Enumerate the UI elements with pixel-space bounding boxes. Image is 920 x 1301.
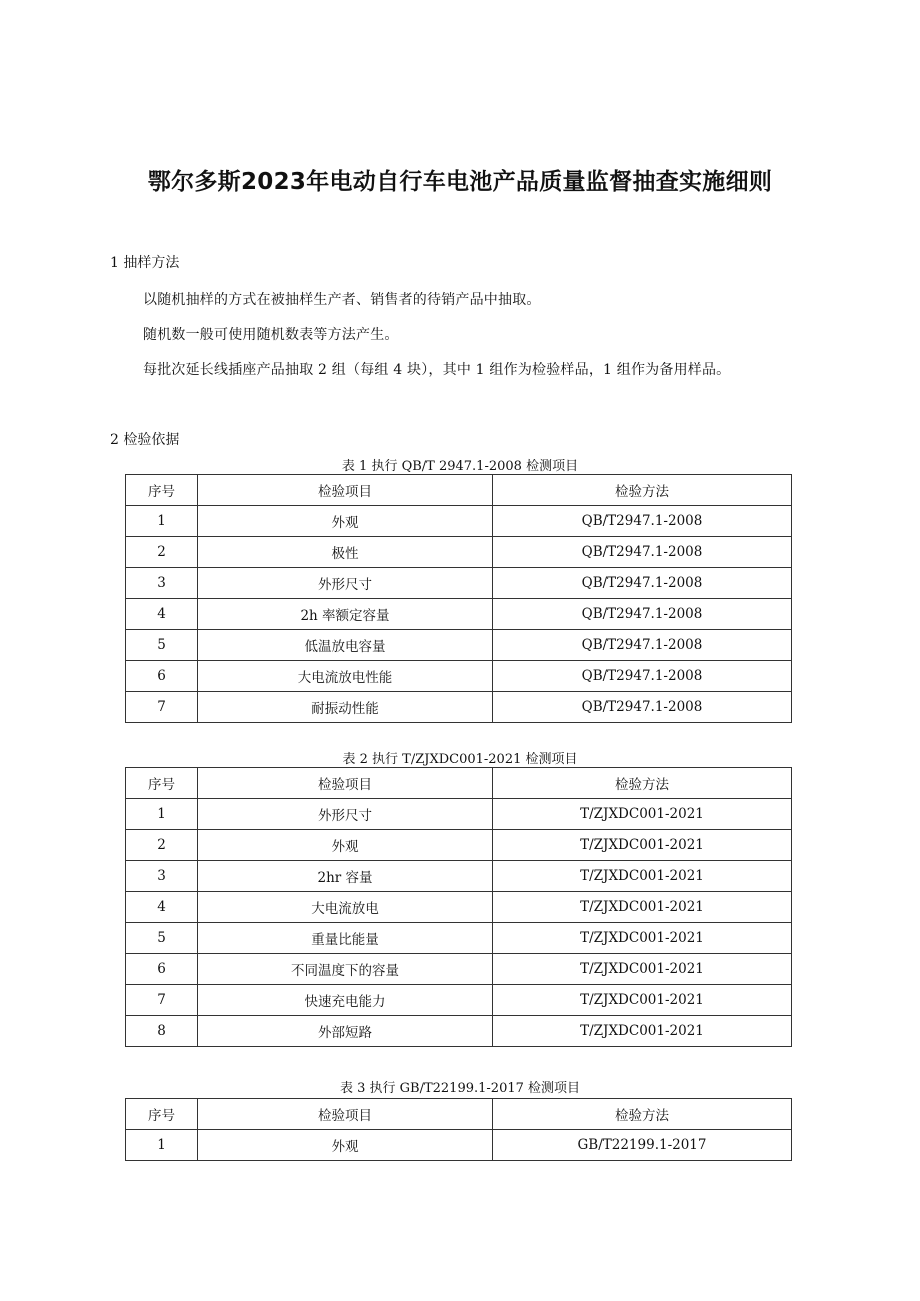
- cell-item: 外形尺寸: [198, 568, 493, 599]
- cell-item: 2h 率额定容量: [198, 599, 493, 630]
- cell-item: 外部短路: [198, 1016, 493, 1047]
- cell-method: T/ZJXDC001-2021: [493, 954, 792, 985]
- header-item: 检验项目: [198, 1099, 493, 1130]
- cell-no: 3: [126, 568, 198, 599]
- cell-item: 低温放电容量: [198, 630, 493, 661]
- cell-method: QB/T2947.1-2008: [493, 630, 792, 661]
- table-header-row: [126, 1099, 792, 1130]
- header-no: 序号: [126, 768, 198, 799]
- cell-item: 重量比能量: [198, 923, 493, 954]
- table-row: [126, 537, 792, 568]
- cell-method: T/ZJXDC001-2021: [493, 892, 792, 923]
- table-row: [126, 506, 792, 537]
- cell-method: T/ZJXDC001-2021: [493, 861, 792, 892]
- table-caption: 表 3 执行 GB/T22199.1-2017 检测项目: [339, 1081, 581, 1096]
- cell-method: T/ZJXDC001-2021: [493, 830, 792, 861]
- table-row: [126, 630, 792, 661]
- paragraph: 随机数一般可使用随机数表等方法产生。: [143, 327, 399, 343]
- cell-item: 2hr 容量: [198, 861, 493, 892]
- section-heading-basis: 2 检验依据: [110, 432, 180, 448]
- header-item: 检验项目: [198, 768, 493, 799]
- table-row: [126, 568, 792, 599]
- cell-no: 6: [126, 661, 198, 692]
- cell-method: T/ZJXDC001-2021: [493, 799, 792, 830]
- cell-no: 6: [126, 954, 198, 985]
- document-title: 鄂尔多斯2023年电动自行车电池产品质量监督抽查实施细则: [147, 169, 773, 195]
- paragraph: 以随机抽样的方式在被抽样生产者、销售者的待销产品中抽取。: [143, 292, 541, 308]
- table-row: [126, 1130, 792, 1161]
- cell-no: 8: [126, 1016, 198, 1047]
- cell-no: 4: [126, 599, 198, 630]
- table-row: [126, 1016, 792, 1047]
- header-method: 检验方法: [493, 475, 792, 506]
- header-method: 检验方法: [493, 1099, 792, 1130]
- table-row: [126, 830, 792, 861]
- cell-item: 大电流放电: [198, 892, 493, 923]
- cell-no: 2: [126, 830, 198, 861]
- table-caption: 表 2 执行 T/ZJXDC001-2021 检测项目: [342, 752, 578, 767]
- header-no: 序号: [126, 475, 198, 506]
- table-row: [126, 954, 792, 985]
- cell-no: 1: [126, 799, 198, 830]
- cell-method: QB/T2947.1-2008: [493, 537, 792, 568]
- paragraph: 每批次延长线插座产品抽取 2 组（每组 4 块），其中 1 组作为检验样品，1 组作为备用样品。: [143, 362, 731, 378]
- table-row: [126, 923, 792, 954]
- cell-item: 外观: [198, 506, 493, 537]
- cell-item: 快速充电能力: [198, 985, 493, 1016]
- cell-no: 1: [126, 506, 198, 537]
- cell-no: 5: [126, 923, 198, 954]
- cell-method: T/ZJXDC001-2021: [493, 923, 792, 954]
- cell-method: QB/T2947.1-2008: [493, 692, 792, 723]
- cell-no: 3: [126, 861, 198, 892]
- inspection-table-1: [125, 474, 792, 723]
- header-no: 序号: [126, 1099, 198, 1130]
- table-caption: 表 1 执行 QB∕T 2947.1-2008 检测项目: [341, 459, 579, 474]
- table-row: [126, 599, 792, 630]
- cell-item: 大电流放电性能: [198, 661, 493, 692]
- inspection-table-3: [125, 1098, 792, 1161]
- table-header-row: [126, 768, 792, 799]
- cell-method: QB/T2947.1-2008: [493, 599, 792, 630]
- cell-item: 外观: [198, 1130, 493, 1161]
- table-header-row: [126, 475, 792, 506]
- cell-no: 5: [126, 630, 198, 661]
- table-row: [126, 861, 792, 892]
- cell-item: 外观: [198, 830, 493, 861]
- cell-method: T/ZJXDC001-2021: [493, 985, 792, 1016]
- cell-item: 外形尺寸: [198, 799, 493, 830]
- cell-item: 极性: [198, 537, 493, 568]
- cell-item: 耐振动性能: [198, 692, 493, 723]
- cell-item: 不同温度下的容量: [198, 954, 493, 985]
- header-item: 检验项目: [198, 475, 493, 506]
- table-row: [126, 661, 792, 692]
- section-heading-sampling: 1 抽样方法: [110, 255, 180, 271]
- table-row: [126, 799, 792, 830]
- cell-method: T/ZJXDC001-2021: [493, 1016, 792, 1047]
- inspection-table-2: [125, 767, 792, 1047]
- cell-no: 1: [126, 1130, 198, 1161]
- header-method: 检验方法: [493, 768, 792, 799]
- cell-no: 4: [126, 892, 198, 923]
- table-row: [126, 692, 792, 723]
- cell-method: QB/T2947.1-2008: [493, 506, 792, 537]
- cell-method: GB/T22199.1-2017: [493, 1130, 792, 1161]
- cell-method: QB/T2947.1-2008: [493, 661, 792, 692]
- cell-no: 7: [126, 692, 198, 723]
- table-row: [126, 985, 792, 1016]
- table-row: [126, 892, 792, 923]
- cell-method: QB/T2947.1-2008: [493, 568, 792, 599]
- cell-no: 2: [126, 537, 198, 568]
- cell-no: 7: [126, 985, 198, 1016]
